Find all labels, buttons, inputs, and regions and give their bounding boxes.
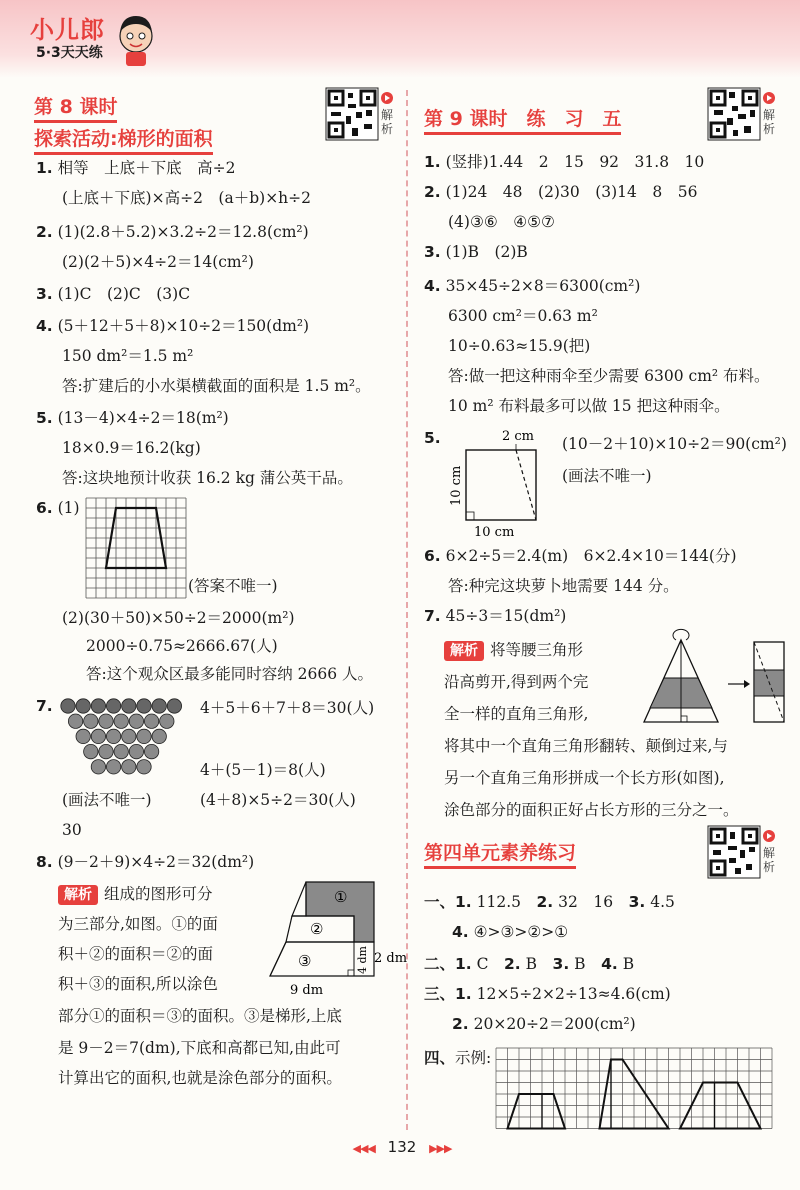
right-q5-number: [424, 428, 441, 448]
region-1-label: ①: [334, 888, 348, 906]
composite-shape-figure: [262, 880, 408, 1000]
q-number: 4.: [601, 955, 618, 973]
answer-text: 6×2÷5＝2.4(m) 6×2.4×10＝144(分): [445, 547, 737, 565]
circle-dot: [114, 744, 128, 758]
answer-text: (竖排)1.44 2 15 92 31.8 10: [445, 153, 705, 171]
q-number: 2.: [452, 1015, 469, 1033]
q-number: 3.: [36, 285, 53, 303]
left-q4-line2: 150 dm²＝1.5 m²: [62, 347, 194, 365]
right-q7-line1: [424, 606, 566, 626]
q-number: 1.: [36, 159, 53, 177]
brand-subtitle: 5·3天天练: [36, 45, 103, 61]
left-q7-note: (画法不唯一): [62, 791, 152, 809]
right-q4-line3: 10÷0.63≈15.9(把): [448, 337, 591, 355]
circle-dot: [99, 714, 113, 728]
answer-text: 相等 上底＋下底 高÷2: [57, 159, 236, 177]
circle-dot: [152, 729, 166, 743]
left-q7-result: 30: [62, 821, 82, 839]
unit-sec2-line1: [424, 954, 634, 974]
circle-dot: [114, 714, 128, 728]
right-q6-answer: 答:种完这块萝卜地需要 144 分。: [448, 577, 679, 595]
left-q8-analysis-7: 计算出它的面积,也就是涂色部分的面积。: [58, 1069, 342, 1087]
q-number: 4.: [36, 317, 53, 335]
circle-dot: [122, 760, 136, 774]
lesson-9-title: 第 9 课时 练 习 五: [424, 104, 621, 131]
example-trapezoids-grid: [496, 1048, 772, 1128]
q-number: 4.: [452, 923, 469, 941]
left-q7-line3: (4＋8)×5÷2＝30(人): [200, 791, 356, 809]
left-q4-answer: 答:扩建后的小水渠横截面的面积是 1.5 m²。: [62, 377, 371, 395]
unit-sec3-line1: [424, 984, 671, 1004]
left-q6-line2: (2)(30＋50)×50÷2＝2000(m²): [62, 609, 295, 627]
column-divider: [406, 90, 408, 1130]
q-number: 2.: [536, 893, 554, 911]
right-q3-line1: [424, 242, 528, 262]
triangle-to-rectangle-figure: [638, 636, 788, 728]
left-q2-line1: [36, 222, 309, 242]
qr-label-right-top: 解析: [762, 108, 775, 136]
circle-dot: [129, 714, 143, 728]
answer-text: 112.5: [476, 893, 521, 911]
q-number: 6.: [36, 499, 53, 517]
q-number: 四、: [424, 1049, 456, 1067]
right-q2-line2: (4)③⑥ ④⑤⑦: [448, 213, 555, 231]
circle-dot: [106, 760, 120, 774]
q-number: 7.: [424, 607, 441, 625]
prev-arrows-icon: ◀◀◀: [352, 1142, 375, 1155]
answer-text: 35×45÷2×8＝6300(cm²): [445, 277, 641, 295]
q-number: 2.: [504, 955, 521, 973]
answer-text: (1)24 48 (2)30 (3)14 8 56: [445, 183, 698, 201]
left-q8-analysis-3: 积＋②的面积＝②的面: [58, 945, 214, 963]
left-q6-note: (答案不唯一): [188, 577, 278, 595]
circle-dot: [76, 699, 90, 713]
left-q8-analysis-6: 是 9－2＝7(dm),下底和高都已知,由此可: [58, 1039, 341, 1057]
unit-sec1-line2: [452, 922, 568, 942]
left-q8-analysis-4: 积＋③的面积,所以涂色: [58, 975, 218, 993]
unit-sec1-line1: [424, 892, 675, 912]
left-q5-line1: [36, 408, 229, 428]
analysis-badge: 解析: [444, 641, 484, 661]
brand-title: 小儿郎: [30, 16, 105, 44]
q-number: 2.: [36, 223, 53, 241]
answer-text: 20×20÷2＝200(cm²): [473, 1015, 636, 1033]
circle-dot: [137, 760, 151, 774]
play-icon-left: [381, 92, 393, 104]
analysis-text: 组成的图形可分: [104, 885, 213, 903]
circle-dot: [84, 744, 98, 758]
circle-dot: [91, 699, 105, 713]
right-q1-line1: [424, 152, 704, 172]
answer-text: (1): [57, 499, 80, 517]
q-number: 3.: [628, 893, 646, 911]
page-footer: [342, 1138, 462, 1162]
right-q2-line1: [424, 182, 697, 202]
circle-dot: [106, 729, 120, 743]
left-q5-line2: 18×0.9＝16.2(kg): [62, 439, 201, 457]
brand-logo: [30, 10, 160, 72]
left-q6-line3: 2000÷0.75≈2666.67(人): [86, 637, 278, 655]
answer-text: 示例:: [455, 1049, 492, 1067]
left-q8-analysis-5: 部分①的面积＝③的面积。③是梯形,上底: [58, 1007, 342, 1025]
answer-text: B: [574, 955, 586, 973]
right-q4-line1: [424, 276, 640, 296]
left-q3-line1: [36, 284, 190, 304]
top-length-label: 2 cm: [502, 429, 535, 444]
right-q7-analysis-1: [444, 640, 583, 661]
q-number: 3.: [552, 955, 570, 973]
analysis-text: 将等腰三角形: [490, 641, 584, 659]
circle-dot: [122, 729, 136, 743]
circle-dot: [68, 714, 82, 728]
left-q7-number: [36, 696, 53, 716]
q-number: 二、1.: [424, 955, 472, 973]
right-q7-analysis-3: 全一样的直角三角形,: [444, 705, 589, 723]
analysis-badge: 解析: [58, 885, 98, 905]
right-q5-line1: (10－2＋10)×10÷2＝90(cm²): [562, 435, 787, 453]
answer-text: 12×5÷2×2÷13≈4.6(cm): [476, 985, 671, 1003]
left-q6-answer: 答:这个观众区最多能同时容纳 2666 人。: [86, 665, 374, 683]
bottom-length-label: 10 cm: [474, 525, 515, 540]
left-q8-analysis-1: [58, 884, 213, 905]
q-number: 3.: [424, 243, 441, 261]
answer-text: ④>③>②>①: [473, 923, 569, 941]
answer-text: B: [622, 955, 635, 973]
right-q6-line1: [424, 546, 737, 566]
right-q7-analysis-5: 另一个直角三角形拼成一个长方形(如图),: [444, 769, 725, 787]
q-number: 1.: [424, 153, 441, 171]
qr-code-icon-right-top[interactable]: [708, 88, 760, 140]
circle-dot: [76, 729, 90, 743]
answer-text: 4.5: [650, 893, 675, 911]
circle-dot: [106, 699, 120, 713]
answer-text: C: [476, 955, 489, 973]
left-q4-line1: [36, 316, 309, 336]
answer-text: 45÷3＝15(dm²): [445, 607, 567, 625]
circle-dot: [144, 714, 158, 728]
answer-text: (13－4)×4÷2＝18(m²): [57, 409, 229, 427]
left-q6-line1: [36, 498, 80, 518]
q-number: 7.: [36, 697, 53, 715]
qr-label-left: 解析: [380, 108, 393, 136]
left-q2-line2: (2)(2＋5)×4÷2＝14(cm²): [62, 253, 254, 271]
answer-text: 32 16: [558, 893, 614, 911]
right-q7-analysis-4: 将其中一个直角三角形翻转、颠倒过来,与: [444, 737, 728, 755]
circle-dot: [84, 714, 98, 728]
left-q5-answer: 答:这块地预计收获 16.2 kg 蒲公英干品。: [62, 469, 353, 487]
qr-code-icon-left[interactable]: [326, 88, 378, 140]
answer-text: (1)(2.8＋5.2)×3.2÷2＝12.8(cm²): [57, 223, 309, 241]
play-icon-right-top: [763, 92, 775, 104]
circle-dot: [91, 729, 105, 743]
circle-dot: [152, 699, 166, 713]
left-q1-line1: [36, 158, 235, 178]
q-number: 一、1.: [424, 893, 472, 911]
trapezoid-cut-figure: [440, 426, 550, 540]
lesson-8-topic: 探索活动:梯形的面积: [34, 124, 213, 151]
q-number: 8.: [36, 853, 53, 871]
q-number: 4.: [424, 277, 441, 295]
answer-text: (1)B (2)B: [445, 243, 528, 261]
answer-text: (1)C (2)C (3)C: [57, 285, 191, 303]
answer-text: (9－2＋9)×4÷2＝32(dm²): [57, 853, 255, 871]
circle-dot: [137, 699, 151, 713]
right-q4-line2: 6300 cm²＝0.63 m²: [448, 307, 598, 325]
height-label: 4 dm: [356, 946, 369, 974]
circle-dot: [99, 744, 113, 758]
circle-dot: [122, 699, 136, 713]
base-label: 9 dm: [290, 983, 324, 998]
side-length-label: 10 cm: [449, 465, 464, 506]
q-number: 6.: [424, 547, 441, 565]
page-number: 132: [387, 1138, 417, 1156]
circle-dot: [91, 760, 105, 774]
example-trapezoid: [508, 1094, 566, 1129]
answer-text: (5＋12＋5＋8)×10÷2＝150(dm²): [57, 317, 310, 335]
q-number: 三、1.: [424, 985, 472, 1003]
circle-dot: [160, 714, 174, 728]
region-2-label: ②: [310, 920, 324, 938]
circle-triangle-figure: [60, 698, 190, 778]
q-number: 2.: [424, 183, 441, 201]
right-q7-analysis-2: 沿高剪开,得到两个完: [444, 673, 589, 691]
next-arrows-icon: ▶▶▶: [429, 1142, 452, 1155]
play-icon-right-bottom: [763, 830, 775, 842]
unit-sec3-line2: [452, 1014, 636, 1034]
region-3-label: ③: [298, 952, 312, 970]
circle-dot: [167, 699, 181, 713]
qr-label-right-bottom: 解析: [762, 846, 775, 874]
circle-dot: [137, 729, 151, 743]
left-q7-line2: 4＋(5－1)＝8(人): [200, 761, 326, 779]
right-q7-analysis-6: 涂色部分的面积正好占长方形的三分之一。: [444, 801, 739, 819]
qr-code-icon-right-bottom[interactable]: [708, 826, 760, 878]
left-q7-line1: 4＋5＋6＋7＋8＝30(人): [200, 699, 375, 717]
answer-text: B: [525, 955, 538, 973]
left-q8-line1: [36, 852, 254, 872]
lesson-8-title: 第 8 课时: [34, 92, 117, 119]
unit-sec4-line1: [424, 1048, 491, 1068]
left-q1-line2: (上底＋下底)×高÷2 (a＋b)×h÷2: [62, 189, 312, 207]
q-number: 5.: [36, 409, 53, 427]
mascot-icon: [116, 12, 156, 68]
trapezoid-grid-figure: [86, 498, 186, 598]
q-number: 5.: [424, 429, 441, 447]
right-q5-note: (画法不唯一): [562, 467, 652, 485]
circle-dot: [61, 699, 75, 713]
circle-dot: [129, 744, 143, 758]
right-q4-answer2: 10 m² 布料最多可以做 15 把这种雨伞。: [448, 397, 730, 415]
step-label: 2 dm: [374, 951, 408, 966]
circle-dot: [144, 744, 158, 758]
unit-4-title: 第四单元素养练习: [424, 838, 576, 865]
right-q4-answer: 答:做一把这种雨伞至少需要 6300 cm² 布料。: [448, 367, 770, 385]
left-q8-analysis-2: 为三部分,如图。①的面: [58, 915, 218, 933]
